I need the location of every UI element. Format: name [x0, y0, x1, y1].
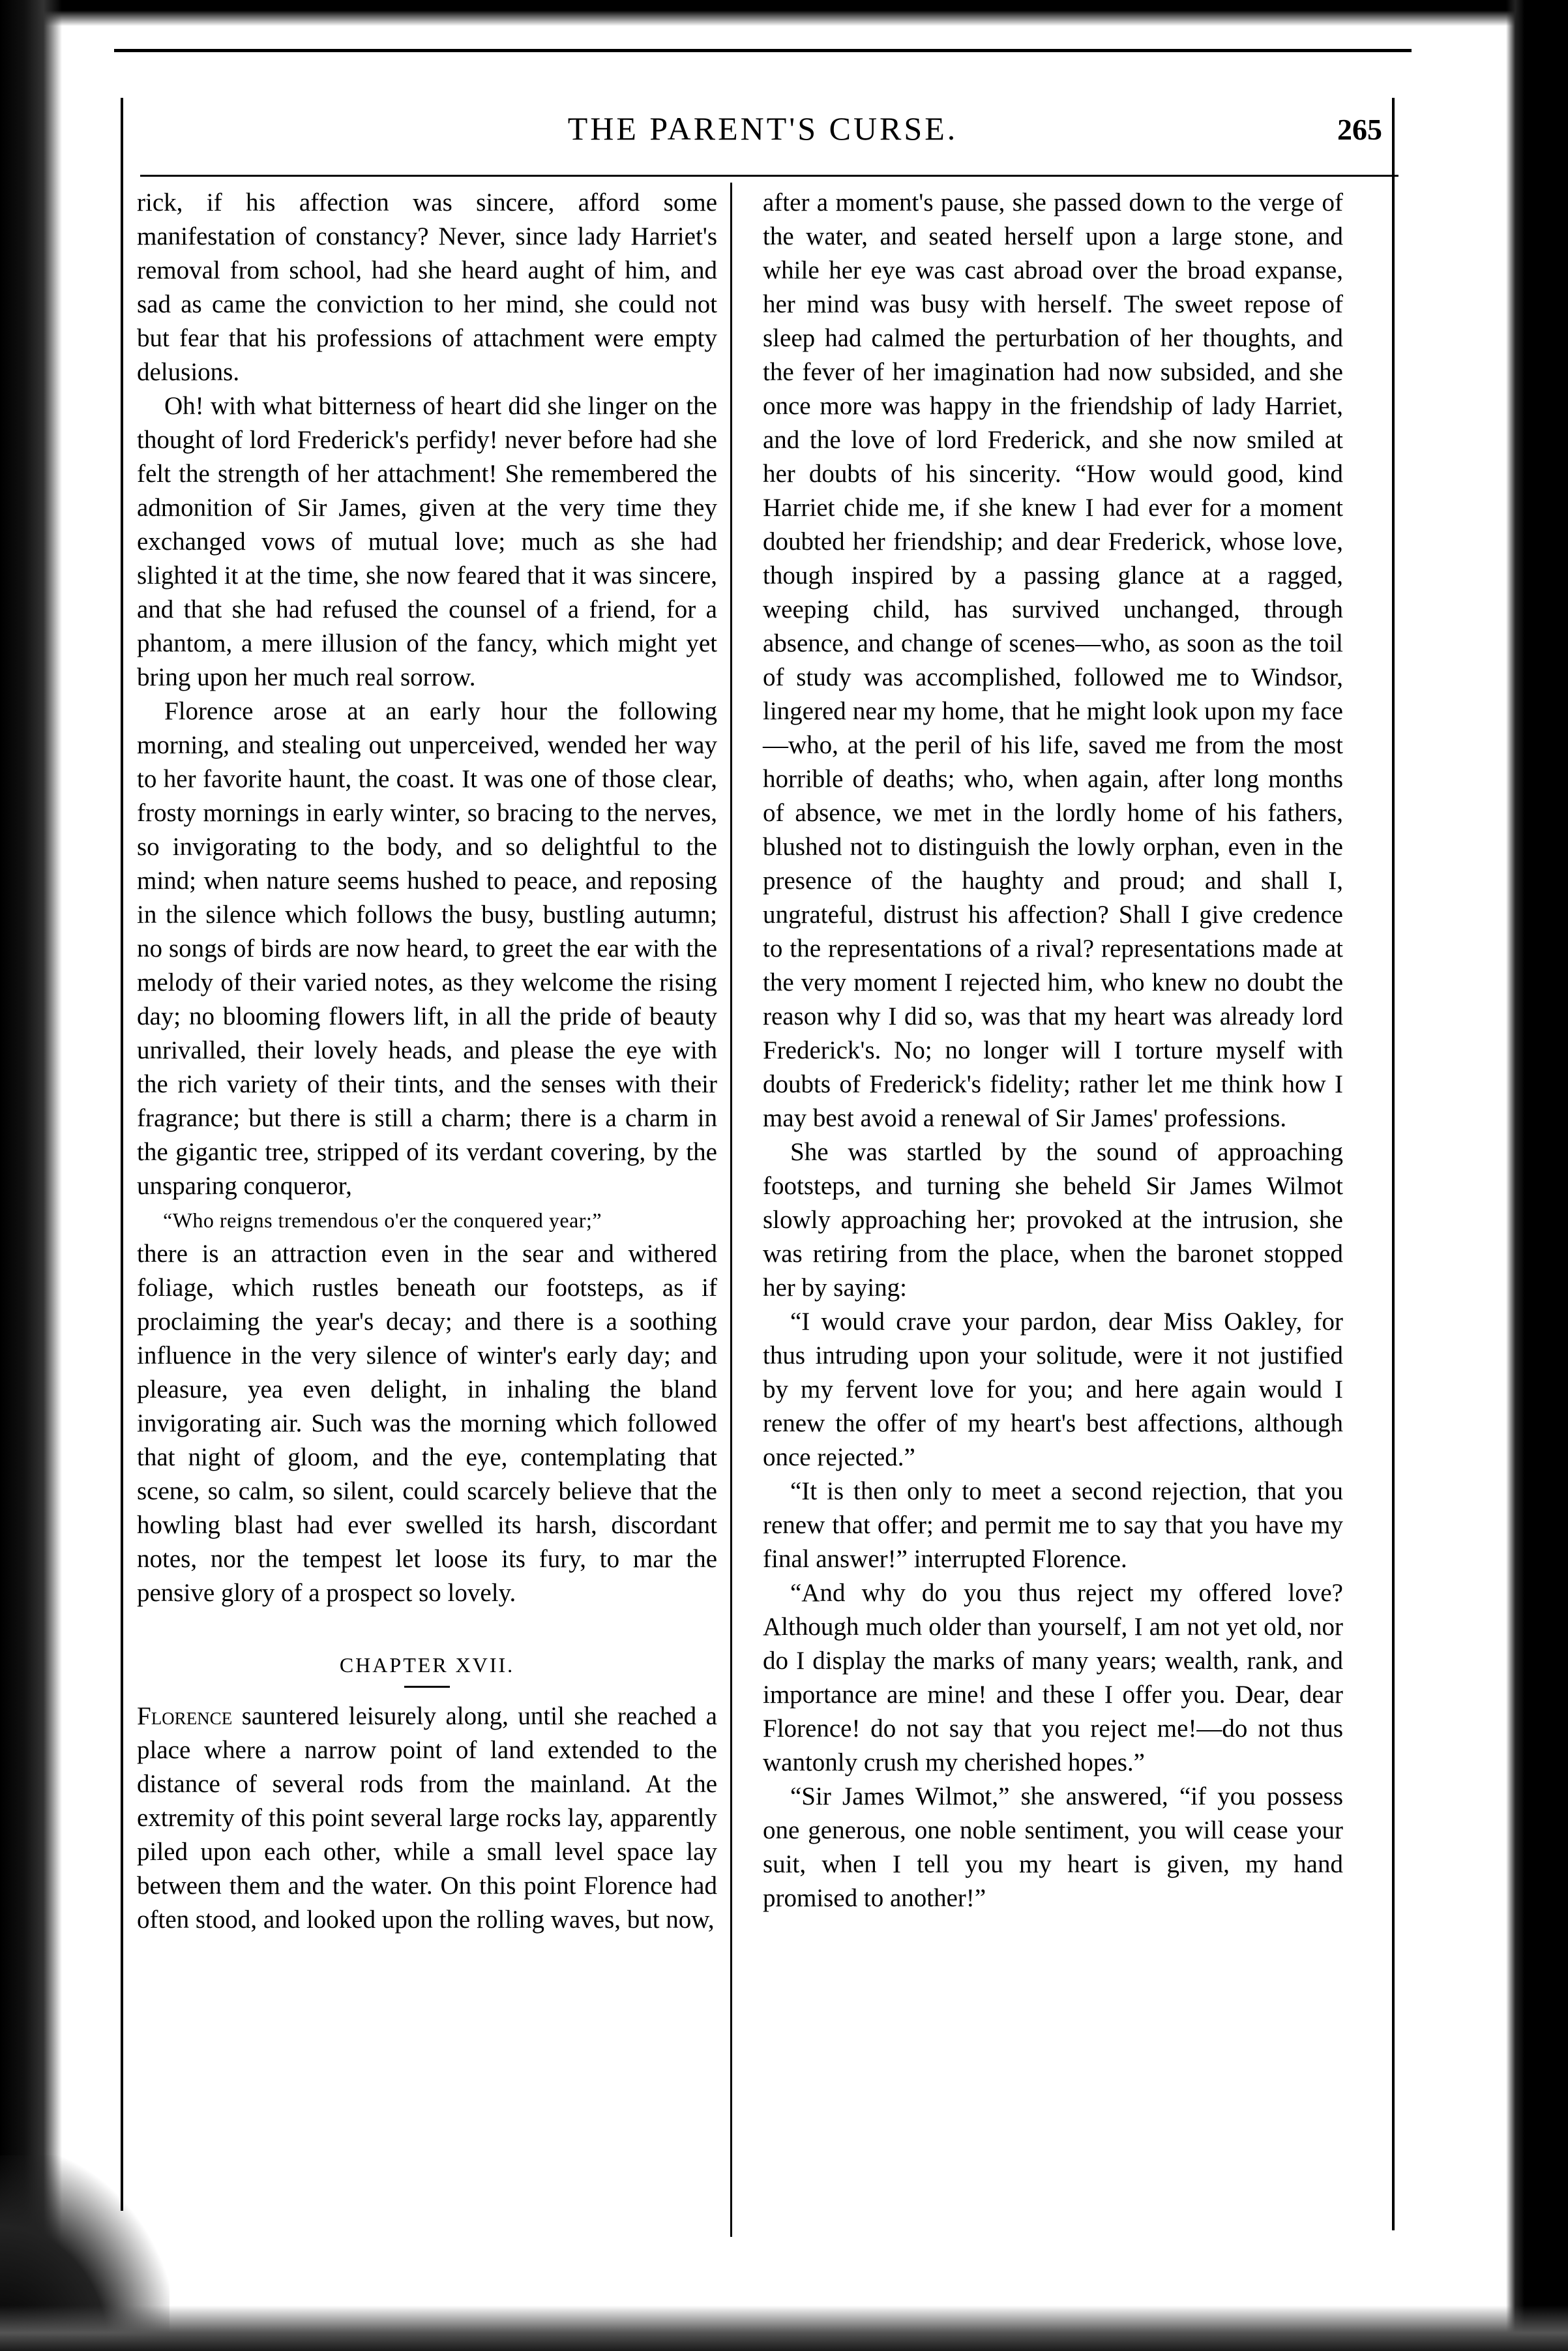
running-header — [130, 110, 1395, 155]
header-rule — [140, 175, 1398, 177]
paragraph: rick, if his affection was sincere, afford some manifestation of constancy? Never, since lady Harriet's removal from school, had she heard aught of him, and sad as came the conviction to her mind, she could not but fear that his professions of attachment were empty delusions. — [137, 188, 717, 386]
chapter-opening-paragraph — [137, 1700, 717, 1937]
verse-quotation: “Who reigns tremendous o'er the conquered year;” — [163, 1208, 602, 1232]
right-column — [763, 186, 1343, 1915]
paragraph: Florence arose at an early hour the following morning, and stealing out unperceived, wended her way to her favorite haunt, the coast. It was one of those clear, frosty mornings in early winter, so bracing to the nerves, so invigorating to the body, and so delightful to the mind; when nature seems hushed to peace, and reposing in the silence which follows the busy, bustling autumn; no songs of birds are now heard, to greet the ear with the melody of their varied notes, as they welcome the rising day; no blooming flowers lift, in all the pride of beauty unrivalled, their lovely heads, and please the eye with the rich variety of their tints, and the senses with their fragrance; but there is still a charm; there is a charm in the gigantic tree, stripped of its verdant covering, by the unsparing conqueror, — [137, 697, 717, 1200]
scan-bottom-edge — [0, 2305, 1568, 2351]
chapter-heading: CHAPTER XVII. — [339, 1653, 515, 1677]
column-divider — [730, 183, 732, 2237]
chapter-first-word: Florence — [137, 1702, 233, 1730]
paragraph: She was startled by the sound of approaching footsteps, and turning she beheld Sir James Wilmot slowly approaching her; provoked at the intrusion, she was retiring from the place, when the baronet stopped her by saying: — [763, 1138, 1343, 1302]
paragraph: “I would crave your pardon, dear Miss Oakley, for thus intruding upon your solitude, were it not justified by my fervent love for you; and here again would I renew the offer of my heart's best affections, although once rejected.” — [763, 1308, 1343, 1471]
chapter-opening-text: sauntered leisurely along, until she reached a place where a narrow point of land extended to the distance of several rods from the mainland. At the extremity of this point several large rocks lay, apparently piled upon each other, while a small level space lay between them and the water. On this point Florence had often stood, and looked upon the rolling waves, but now, — [137, 1702, 717, 1934]
paragraph: “Sir James Wilmot,” she answered, “if you possess one generous, one noble sentiment, you will cease your suit, when I tell you my heart is given, my hand promised to another!” — [763, 1782, 1343, 1912]
page-border-left — [121, 98, 123, 2211]
page-border-right — [1392, 98, 1395, 2230]
paragraph: “And why do you thus reject my offered love? Although much older than yourself, I am not yet old, nor do I display the marks of many years; wealth, rank, and importance are mine! and these I offer you. Dear, dear Florence! do not say that you reject me!—do not thus wantonly crush my cherished hopes.” — [763, 1579, 1343, 1776]
paragraph: after a moment's pause, she passed down to the verge of the water, and seated herself upon a large stone, and while her eye was cast abroad over the broad expanse, her mind was busy with herself. The sweet repose of sleep had calmed the perturbation of her thoughts, and the fever of her imagination had now subsided, and she once more was happy in the friendship of lady Harriet, and the love of lord Frederick, and she now smiled at her doubts of his sincerity. “How would good, kind Harriet chide me, if she knew I had ever for a moment doubted her friendship; and dear Frederick, whose love, though inspired by a passing glance at a ragged, weeping child, has survived unchanged, through absence, and change of scenes—who, as soon as the toil of study was accomplished, followed me to Windsor, lingered near my home, that he might look upon my face—who, at the peril of his life, saved me from the most horrible of deaths; who, when again, after long months of absence, we met in the lordly home of his fathers, blushed not to distinguish the lowly orphan, even in the presence of the haughty and proud; and shall I, ungrateful, distrust his affection? Shall I give credence to the representations of a rival? representations made at the very moment I rejected him, who knew no doubt the reason why I did so, was that my heart was already lord Frederick's. No; no longer will I torture myself with doubts of Frederick's fidelity; rather let me think how I may best avoid a renewal of Sir James' professions. — [763, 188, 1343, 1132]
running-title: THE PARENT'S CURSE. — [567, 110, 958, 147]
page-number: 265 — [1337, 113, 1382, 146]
binding-gutter-shadow — [0, 0, 62, 2351]
scan-right-edge — [1506, 0, 1568, 2351]
chapter-rule — [404, 1686, 450, 1688]
scan-top-edge — [0, 0, 1568, 26]
paragraph: “It is then only to meet a second rejection, that you renew that offer; and permit me to say that you have my final answer!” interrupted Florence. — [763, 1477, 1343, 1573]
paragraph-continuation: there is an attraction even in the sear and withered foliage, which rustles beneath our footsteps, as if proclaiming the year's decay; and there is a soothing influence in the very silence of winter's early day; and pleasure, yea even delight, in inhaling the bland invigorating air. Such was the morning which followed that night of gloom, and the eye, contemplating that scene, so calm, so silent, could scarcely believe that the howling blast had ever swelled its harsh, discordant notes, nor the tempest let loose its fury, to mar the pensive glory of a prospect so lovely. — [137, 1240, 717, 1607]
left-column — [137, 186, 717, 1937]
paragraph: Oh! with what bitterness of heart did she linger on the thought of lord Frederick's perfidy! never before had she felt the strength of her attachment! She remembered the admonition of Sir James, given at the very time they exchanged vows of mutual love; much as she had slighted it at the time, she now feared that it was sincere, and that she had refused the counsel of a friend, for a phantom, a mere illusion of the fancy, which might yet bring upon her much real sorrow. — [137, 392, 717, 691]
